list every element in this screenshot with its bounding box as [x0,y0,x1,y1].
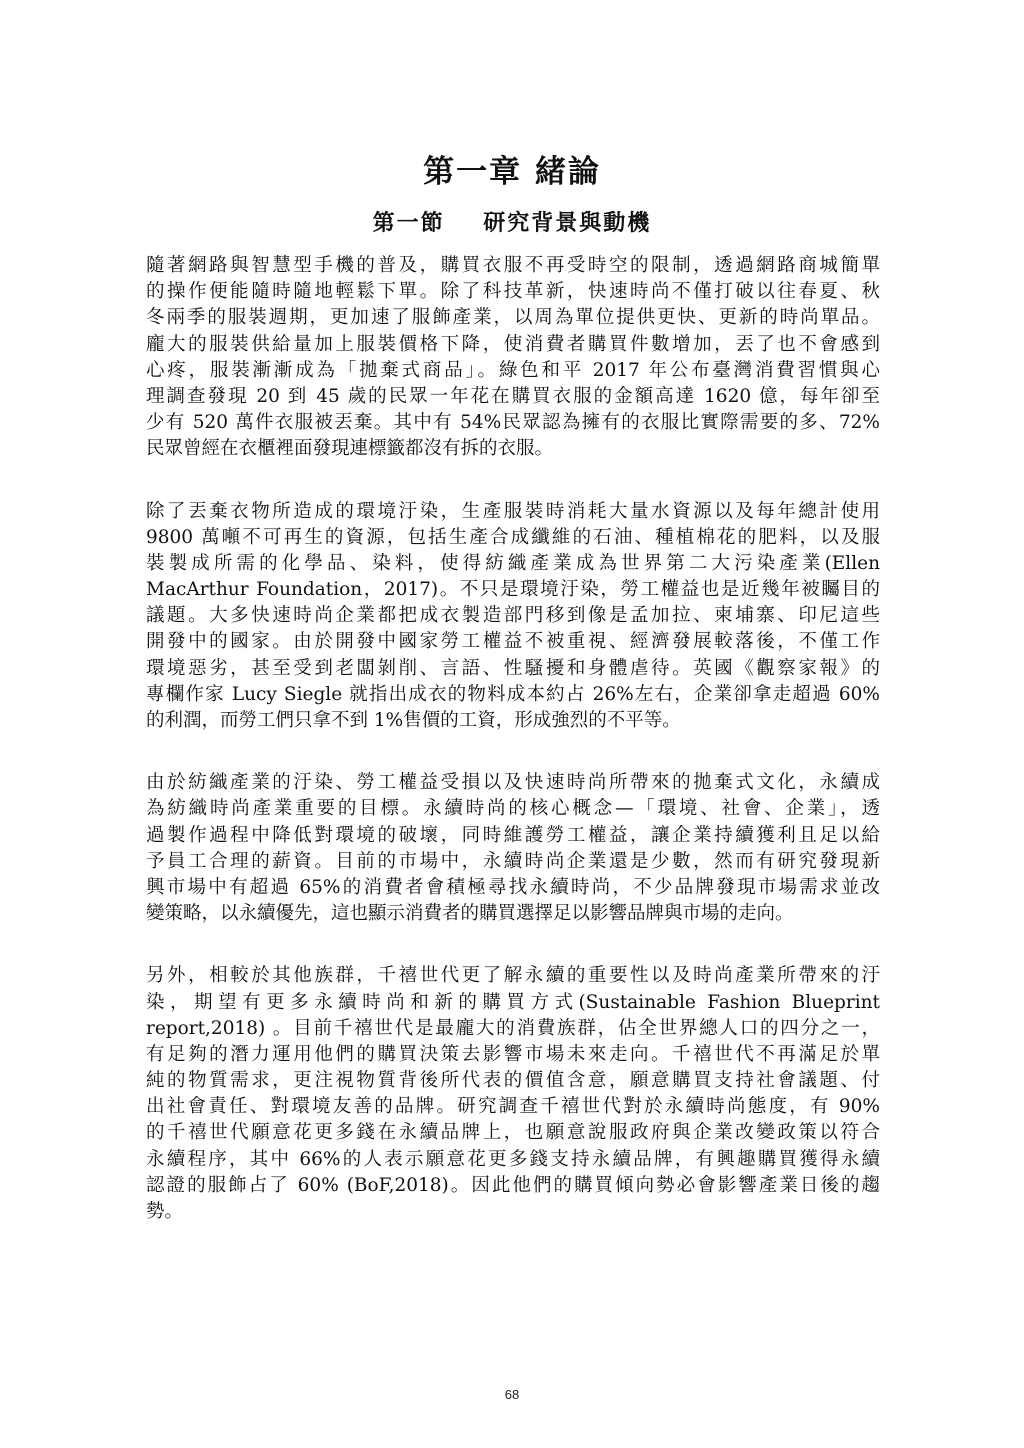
text-line: 由於紡織產業的汙染、勞工權益受損以及快速時尚所帶來的拋棄式文化，永續成 [146,772,880,794]
text-line: 的操作便能隨時隨地輕鬆下單。除了科技革新，快速時尚不僅打破以往春夏、秋 [146,281,880,303]
paragraph-2 [146,499,880,735]
text-line: 染，期望有更多永續時尚和新的購買方式(Sustainable Fashion Blueprint [146,991,880,1013]
text-line: 冬兩季的服裝週期，更加速了服飾產業，以周為單位提供更快、更新的時尚單品。 [146,307,880,329]
text-line: 興市場中有超過 65%的消費者會積極尋找永續時尚，不少品牌發現市場需求並改 [146,876,880,898]
text-line: 裝製成所需的化學品、染料，使得紡織產業成為世界第二大污染產業(Ellen [146,552,880,574]
text-line: 的千禧世代願意花更多錢在永續品牌上，也願意說服政府與企業改變政策以符合 [146,1122,880,1144]
text-line: 為紡織時尚產業重要的目標。永續時尚的核心概念—「環境、社會、企業」，透 [146,798,880,820]
text-line: 9800 萬噸不可再生的資源，包括生產合成纖維的石油、種植棉花的肥料，以及服 [146,526,880,548]
text-line: 勢。 [146,1201,184,1222]
text-line: 永續程序，其中 66%的人表示願意花更多錢支持永續品牌，有興趣購買獲得永續 [146,1148,880,1170]
text-line: 純的物質需求，更注視物質背後所代表的價值含意，願意購買支持社會議題、付 [146,1070,880,1092]
text-line: 民眾曾經在衣櫃裡面發現連標籤都沒有拆的衣服。 [146,438,554,460]
text-line: 隨著網路與智慧型手機的普及，購買衣服不再受時空的限制，透過網路商城簡單 [146,255,880,276]
text-line: 的利潤，而勞工們只拿不到 1%售價的工資，形成強烈的不平等。 [146,710,681,731]
paragraph-1 [146,253,880,463]
paragraph-4 [146,963,880,1225]
chapter-title: 第一章 緒論 [423,154,601,190]
text-line: 心疼，服裝漸漸成為「拋棄式商品」。綠色和平 2017 年公布臺灣消費習慣與心 [146,359,880,381]
text-line: 過製作過程中降低對環境的破壞，同時維護勞工權益，讓企業持續獲利且足以給 [146,824,880,846]
paragraph-3 [146,770,880,927]
text-line: 少有 520 萬件衣服被丟棄。其中有 54%民眾認為擁有的衣服比實際需要的多、72% [146,412,880,434]
section-title: 第一節 研究背景與動機 [372,210,652,236]
text-line: 開發中的國家。由於開發中國家勞工權益不被重視、經濟發展較落後，不僅工作 [146,631,880,653]
text-line: 有足夠的潛力運用他們的購買決策去影響市場未來走向。千禧世代不再滿足於單 [146,1043,880,1065]
text-line: 環境惡劣，甚至受到老闆剝削、言語、性騷擾和身體虐待。英國《觀察家報》的 [146,657,880,679]
text-line: 除了丟棄衣物所造成的環境汙染，生產服裝時消耗大量水資源以及每年總計使用 [146,500,880,522]
text-line: 理調查發現 20 到 45 歲的民眾一年花在購買衣服的金額高達 1620 億，每年卻至 [146,385,880,407]
text-line: 變策略，以永續優先，這也顯示消費者的購買選擇足以影響品牌與市場的走向。 [146,903,794,925]
text-line: 出社會責任、對環境友善的品牌。研究調查千禧世代對於永續時尚態度，有 90% [146,1096,880,1118]
text-line: 予員工合理的薪資。目前的市場中，永續時尚企業還是少數，然而有研究發現新 [146,850,880,872]
page-number: 68 [504,1387,520,1402]
text-line: report,2018) 。目前千禧世代是最龐大的消費族群，佔全世界總人口的四分之一， [146,1017,880,1039]
text-line: MacArthur Foundation，2017)。不只是環境汙染，勞工權益也是近幾年被矚目的 [146,579,880,601]
text-line: 龐大的服裝供給量加上服裝價格下降，使消費者購買件數增加，丟了也不會感到 [146,333,880,355]
body-text [146,253,880,1261]
text-line: 議題。大多快速時尚企業都把成衣製造部門移到像是孟加拉、柬埔寨、印尼這些 [146,605,880,627]
text-line: 另外，相較於其他族群，千禧世代更了解永續的重要性以及時尚產業所帶來的汙 [146,965,880,987]
text-line: 認證的服飾占了 60% (BoF,2018)。因此他們的購買傾向勢必會影響產業日後的趨 [146,1174,880,1196]
text-line: 專欄作家 Lucy Siegle 就指出成衣的物料成本約占 26%左右，企業卻拿走超過 60% [146,683,880,705]
